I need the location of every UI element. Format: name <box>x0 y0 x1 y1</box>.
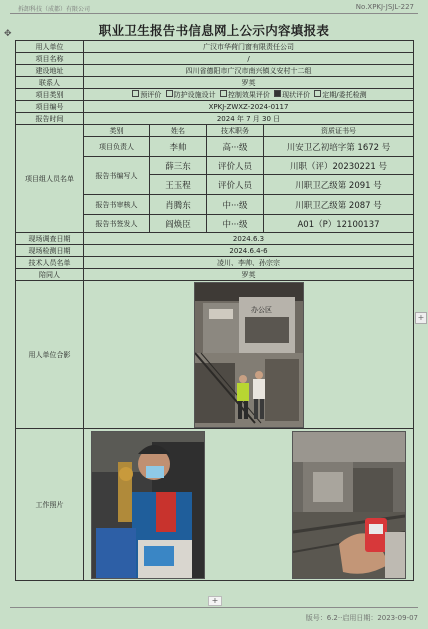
team-row-name[interactable]: 肖腾东 <box>150 195 207 215</box>
footer-divider <box>10 607 418 608</box>
employer-photo-label: 用人单位合影 <box>16 281 84 429</box>
team-row-title[interactable]: 高···级 <box>207 137 264 157</box>
address-value[interactable]: 四川省德阳市广汉市南兴镇义安村十二组 <box>84 65 414 77</box>
team-row-category: 报告书签发人 <box>84 215 150 233</box>
team-header-title: 技术职务 <box>207 125 264 137</box>
team-row-name[interactable]: 王玉程 <box>150 175 207 195</box>
work-photo-label: 工作照片 <box>16 429 84 581</box>
tech-staff-label: 技术人员名单 <box>16 257 84 269</box>
team-row-cert[interactable]: A01（P）12100137 <box>264 215 414 233</box>
report-time-label: 报告时间 <box>16 113 84 125</box>
category-option-protect-design[interactable]: 防护设施设计 <box>164 91 216 99</box>
work-photo-right[interactable] <box>292 431 406 579</box>
employer-group-photo[interactable] <box>194 282 304 428</box>
test-date-value[interactable]: 2024.6.4-6 <box>84 245 414 257</box>
team-row-cert[interactable]: 川职（评）20230221 号 <box>264 157 414 175</box>
table-resize-handle-icon[interactable]: + <box>415 312 427 324</box>
project-name-value[interactable]: / <box>84 53 414 65</box>
disclosure-table <box>15 40 414 581</box>
project-no-value[interactable]: XPKJ-ZWXZ-2024-0117 <box>84 101 414 113</box>
table-move-handle-icon[interactable]: ✥ <box>4 29 12 39</box>
address-label: 建设地址 <box>16 65 84 77</box>
category-option-status-eval[interactable]: 现状评价 <box>272 91 310 99</box>
category-options <box>84 89 414 101</box>
work-photo-right-image <box>293 432 405 578</box>
project-no-label: 项目编号 <box>16 101 84 113</box>
employer-label: 用人单位 <box>16 41 84 53</box>
team-row-cert[interactable]: 川职卫乙级第 2087 号 <box>264 195 414 215</box>
checkbox-icon[interactable] <box>132 90 139 97</box>
accompany-label: 陪同人 <box>16 269 84 281</box>
header-company: 拆卸科技（成都）有限公司 <box>18 6 91 13</box>
header-divider <box>10 13 418 14</box>
header-doc-no: No.XPKJ-JSJL-227 <box>355 3 414 11</box>
team-row-name[interactable]: 李帅 <box>150 137 207 157</box>
survey-date-label: 现场调查日期 <box>16 233 84 245</box>
checkbox-icon[interactable] <box>220 90 227 97</box>
report-time-value[interactable]: 2024 年 7 月 30 日 <box>84 113 414 125</box>
team-row-cert[interactable]: 川职卫乙级第 2091 号 <box>264 175 414 195</box>
footer-version: 版号：6.2··启用日期：2023-09-07 <box>305 614 418 622</box>
team-header-name: 姓名 <box>150 125 207 137</box>
checkbox-checked-icon[interactable] <box>274 90 281 97</box>
group-photo-image <box>195 283 303 427</box>
add-row-button[interactable]: + <box>208 596 222 606</box>
team-header-category: 类别 <box>84 125 150 137</box>
work-photo-left[interactable] <box>91 431 205 579</box>
team-row-name[interactable]: 阎焕臣 <box>150 215 207 233</box>
category-option-control-eval[interactable]: 控制效果评价 <box>218 91 270 99</box>
work-photo-row <box>85 431 412 579</box>
contact-label: 联系人 <box>16 77 84 89</box>
work-photo-left-image <box>92 432 204 578</box>
team-row-title[interactable]: 评价人员 <box>207 175 264 195</box>
team-header-cert: 资质证书号 <box>264 125 414 137</box>
page-title: 职业卫生报告书信息网上公示内容填报表 <box>98 23 330 38</box>
employer-value[interactable]: 广汉市华荷门窗有限责任公司 <box>84 41 414 53</box>
project-name-label: 项目名称 <box>16 53 84 65</box>
employer-photo-cell <box>84 281 414 429</box>
checkbox-icon[interactable] <box>314 90 321 97</box>
test-date-label: 现场检测日期 <box>16 245 84 257</box>
checkbox-icon[interactable] <box>166 90 173 97</box>
team-row-category: 报告书编写人 <box>84 157 150 195</box>
accompany-value[interactable]: 罗英 <box>84 269 414 281</box>
team-row-category: 项目负责人 <box>84 137 150 157</box>
team-row-category: 报告书审核人 <box>84 195 150 215</box>
team-row-cert[interactable]: 川安卫乙初培字第 1672 号 <box>264 137 414 157</box>
category-option-periodic-test[interactable]: 定期/委托检测 <box>312 91 366 99</box>
team-row-title[interactable]: 中···级 <box>207 215 264 233</box>
work-photo-cell <box>84 429 414 581</box>
team-row-title[interactable]: 中···级 <box>207 195 264 215</box>
survey-date-value[interactable]: 2024.6.3 <box>84 233 414 245</box>
office-sign-text: 办公区 <box>250 305 272 314</box>
contact-value[interactable]: 罗英 <box>84 77 414 89</box>
tech-staff-value[interactable]: 凌川、李帅、孙宗宗 <box>84 257 414 269</box>
team-row-title[interactable]: 评价人员 <box>207 157 264 175</box>
team-row-name[interactable]: 薛三东 <box>150 157 207 175</box>
category-label: 项目类别 <box>16 89 84 101</box>
category-option-pre-eval[interactable]: 预评价 <box>130 91 161 99</box>
team-label: 项目组人员名单 <box>16 125 84 233</box>
